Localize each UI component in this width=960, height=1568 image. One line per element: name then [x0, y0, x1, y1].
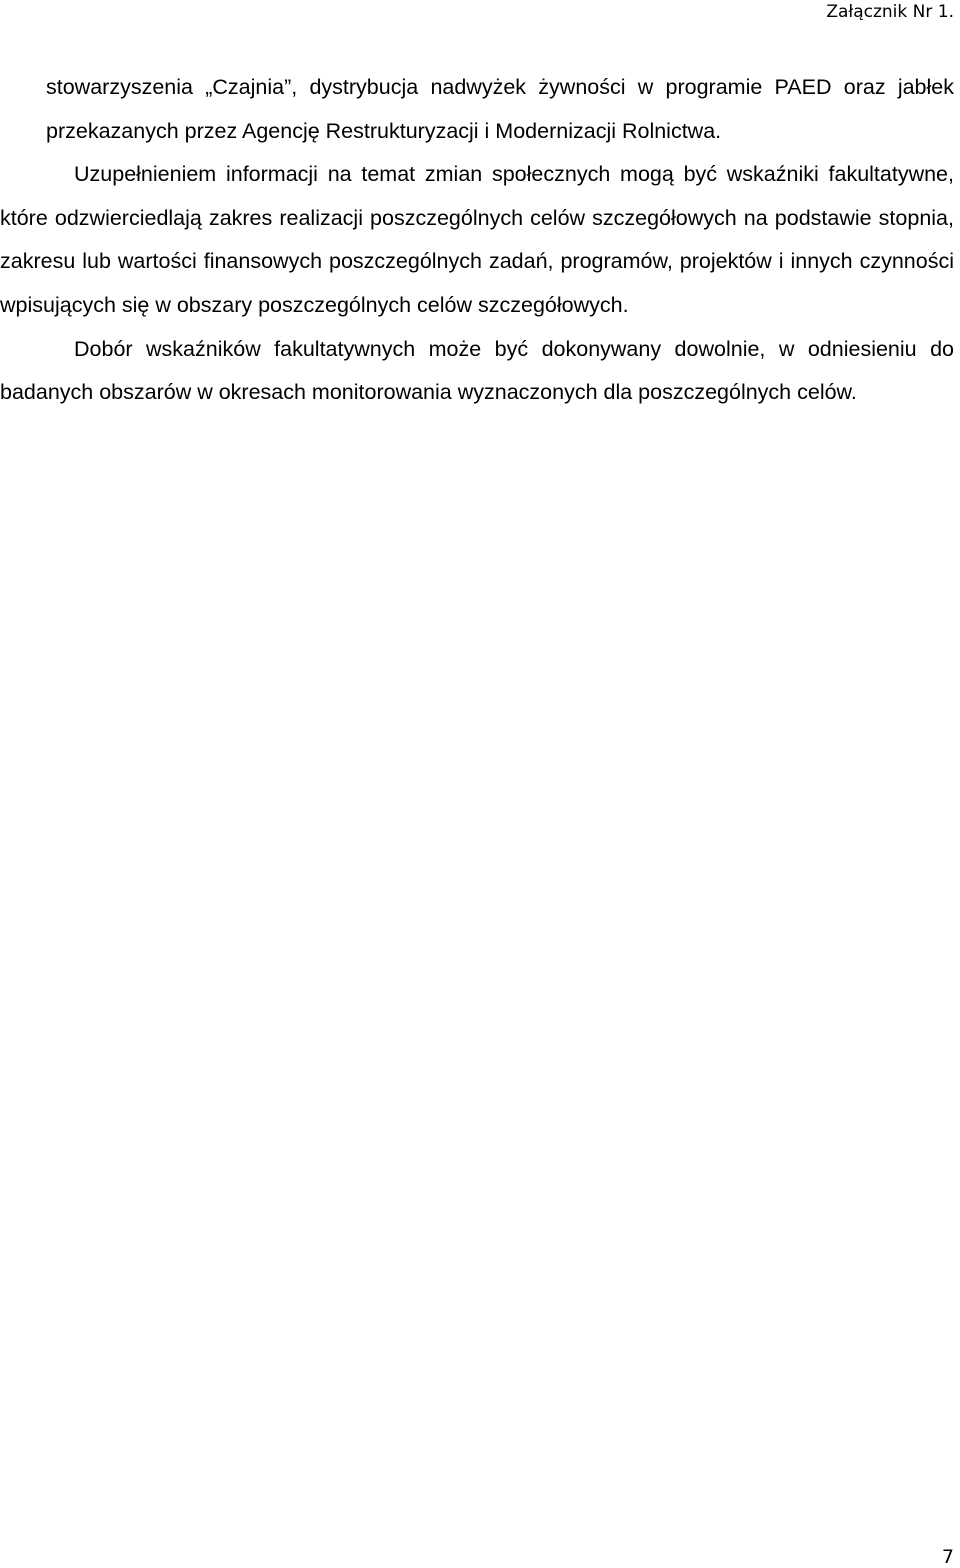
paragraph-optional-indicators: Uzupełnieniem informacji na temat zmian społecznych mogą być wskaźniki fakultatywne, które odzwierciedlają zakres realizacji poszczególnych celów szczegółowych na podstawie stopnia, zakresu lub wartości finansowych poszczególnych zadań, programów, projektów i innych czynności wpisujących się w obszary poszczególnych celów szczegółowych.	[0, 162, 954, 317]
page-number: 7	[941, 1546, 954, 1568]
paragraph-continuation: stowarzyszenia „Czajnia”, dystrybucja nadwyżek żywności w programie PAED oraz jabłek przekazanych przez Agencję Restrukturyzacji i Modernizacji Rolnictwa.	[46, 75, 954, 143]
document-body	[0, 66, 954, 415]
attachment-header: Załącznik Nr 1.	[826, 2, 954, 22]
paragraph-indicator-selection: Dobór wskaźników fakultatywnych może być dokonywany dowolnie, w odniesieniu do badanych obszarów w okresach monitorowania wyznaczonych dla poszczególnych celów.	[0, 336, 954, 405]
